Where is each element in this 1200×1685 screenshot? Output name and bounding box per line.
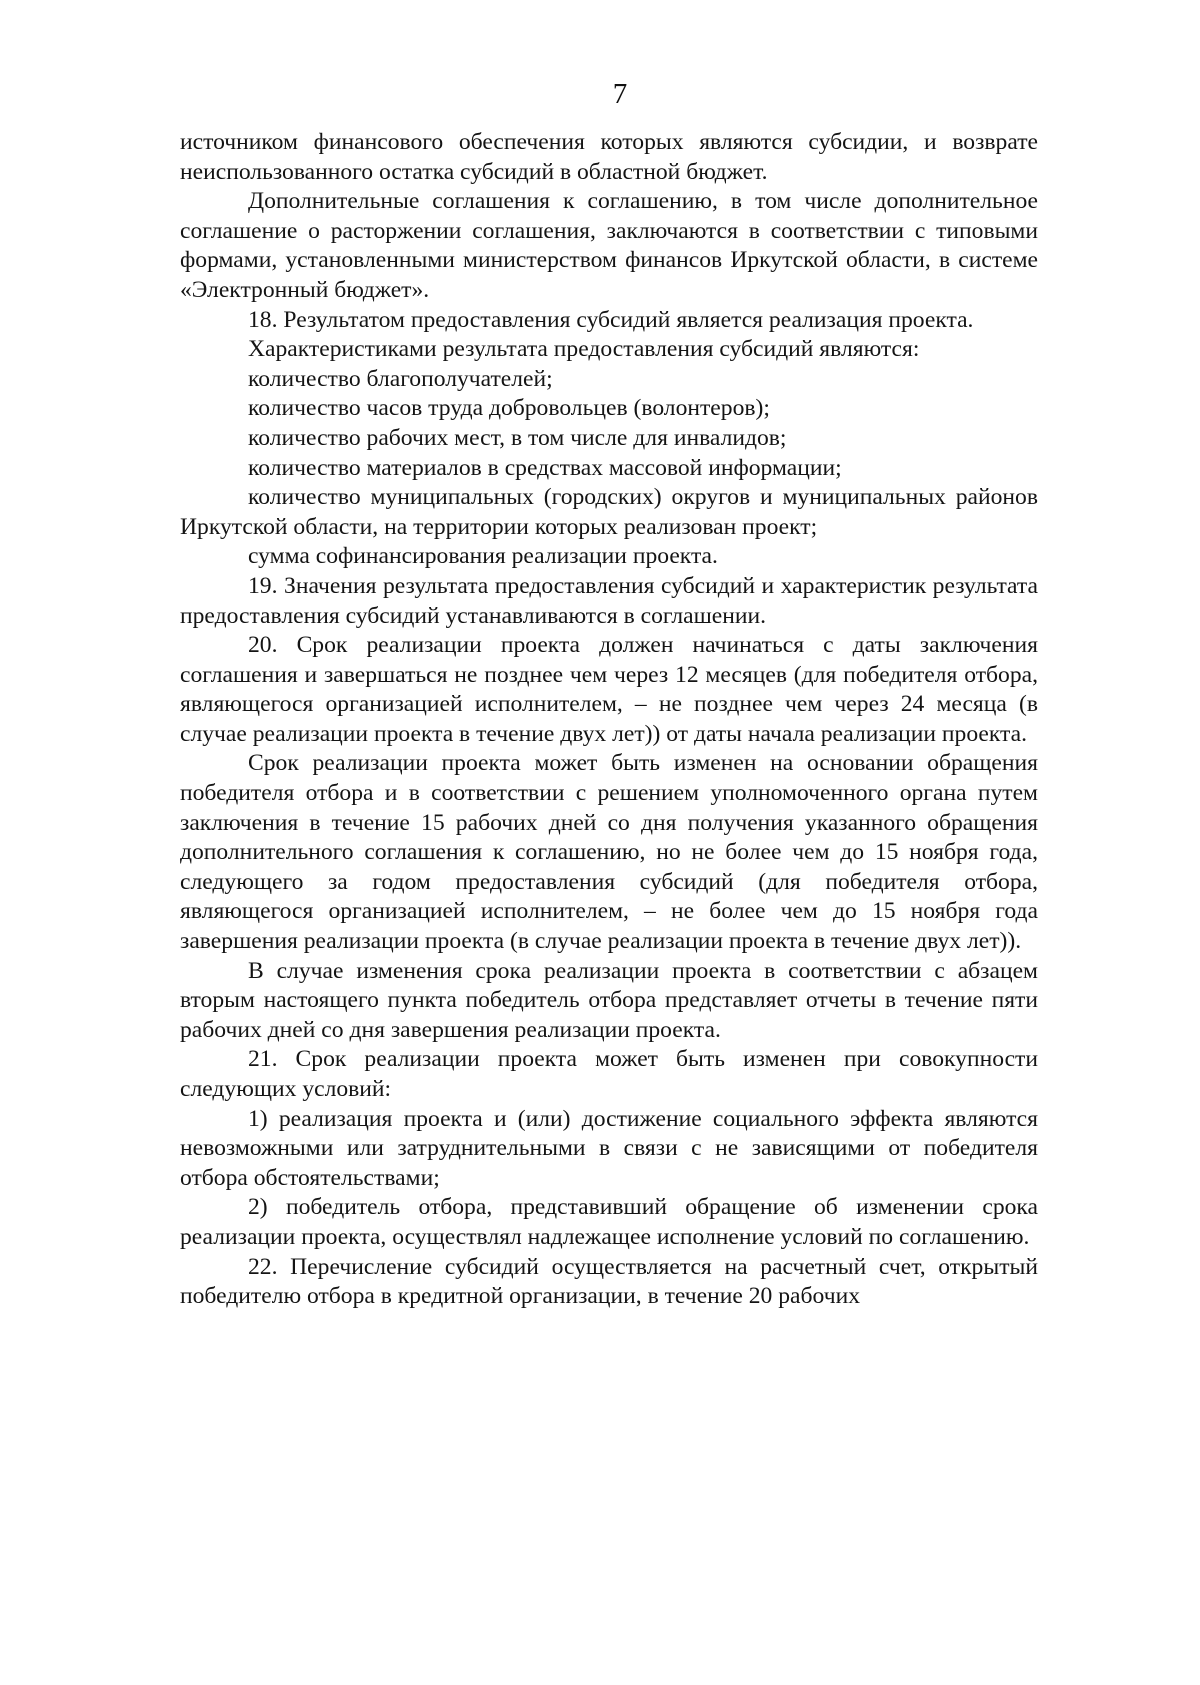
list-item-districts: количество муниципальных (городских) округов и муниципальных районов Иркутской области, на территории которых реализован проект;	[180, 484, 1038, 540]
paragraph-term-change: Срок реализации проекта может быть изменен на основании обращения победителя отбора и в соответствии с решением уполномоченного органа путем заключения в течение 15 рабочих дней со дня получения указанного обращения дополнительного соглашения к соглашению, но не более чем до 15 ноября года, следующего за годом предоставления субсидий (для победителя отбора, являющегося организацией исполнителем, – не более чем до 15 ноября года завершения реализации проекта (в случае реализации проекта в течение двух лет)).	[180, 750, 1038, 955]
paragraph-additional-agreements: Дополнительные соглашения к соглашению, в том числе дополнительное соглашение о расторжении соглашения, заключаются в соответствии с типовыми формами, установленными министерством финансов Иркутской области, в системе «Электронный бюджет».	[180, 188, 1038, 303]
paragraph-item-18: 18. Результатом предоставления субсидий является реализация проекта.	[248, 306, 974, 333]
list-item-media-materials: количество материалов в средствах массовой информации;	[248, 454, 842, 481]
list-item-beneficiaries: количество благополучателей;	[248, 365, 553, 392]
paragraph-item-20: 20. Срок реализации проекта должен начинаться с даты заключения соглашения и завершаться не позднее чем через 12 месяцев (для победителя отбора, являющегося организацией исполнителем, – не позднее чем через 24 месяца (в случае реализации проекта в течение двух лет)) от даты начала реализации проекта.	[180, 632, 1038, 747]
paragraph-condition-2: 2) победитель отбора, представивший обращение об изменении срока реализации проекта, осуществлял надлежащее исполнение условий по соглашению.	[180, 1194, 1038, 1250]
paragraph-characteristics: Характеристиками результата предоставления субсидий являются:	[248, 336, 920, 363]
paragraph-condition-1: 1) реализация проекта и (или) достижение социального эффекта являются невозможными или затруднительными в связи с не зависящими от победителя отбора обстоятельствами;	[180, 1105, 1038, 1191]
paragraph-reports: В случае изменения срока реализации проекта в соответствии с абзацем вторым настоящего пункта победитель отбора представляет отчеты в течение пяти рабочих дней со дня завершения реализации проекта.	[180, 957, 1038, 1043]
document-body	[180, 128, 1038, 1312]
paragraph-continuation: источником финансового обеспечения которых являются субсидии, и возврате неиспользованного остатка субсидий в областной бюджет.	[180, 129, 1038, 185]
paragraph-item-19: 19. Значения результата предоставления субсидий и характеристик результата предоставления субсидий устанавливаются в соглашении.	[180, 572, 1038, 629]
paragraph-item-22: 22. Перечисление субсидий осуществляется на расчетный счет, открытый победителю отбора в кредитной организации, в течение 20 рабочих	[180, 1253, 1038, 1310]
list-item-volunteer-hours: количество часов труда добровольцев (волонтеров);	[248, 395, 770, 422]
paragraph-item-21: 21. Срок реализации проекта может быть изменен при совокупности следующих условий:	[180, 1046, 1038, 1102]
list-item-cofinancing: сумма софинансирования реализации проекта.	[248, 543, 718, 570]
page-number: 7	[612, 78, 628, 110]
list-item-jobs: количество рабочих мест, в том числе для инвалидов;	[248, 424, 787, 451]
